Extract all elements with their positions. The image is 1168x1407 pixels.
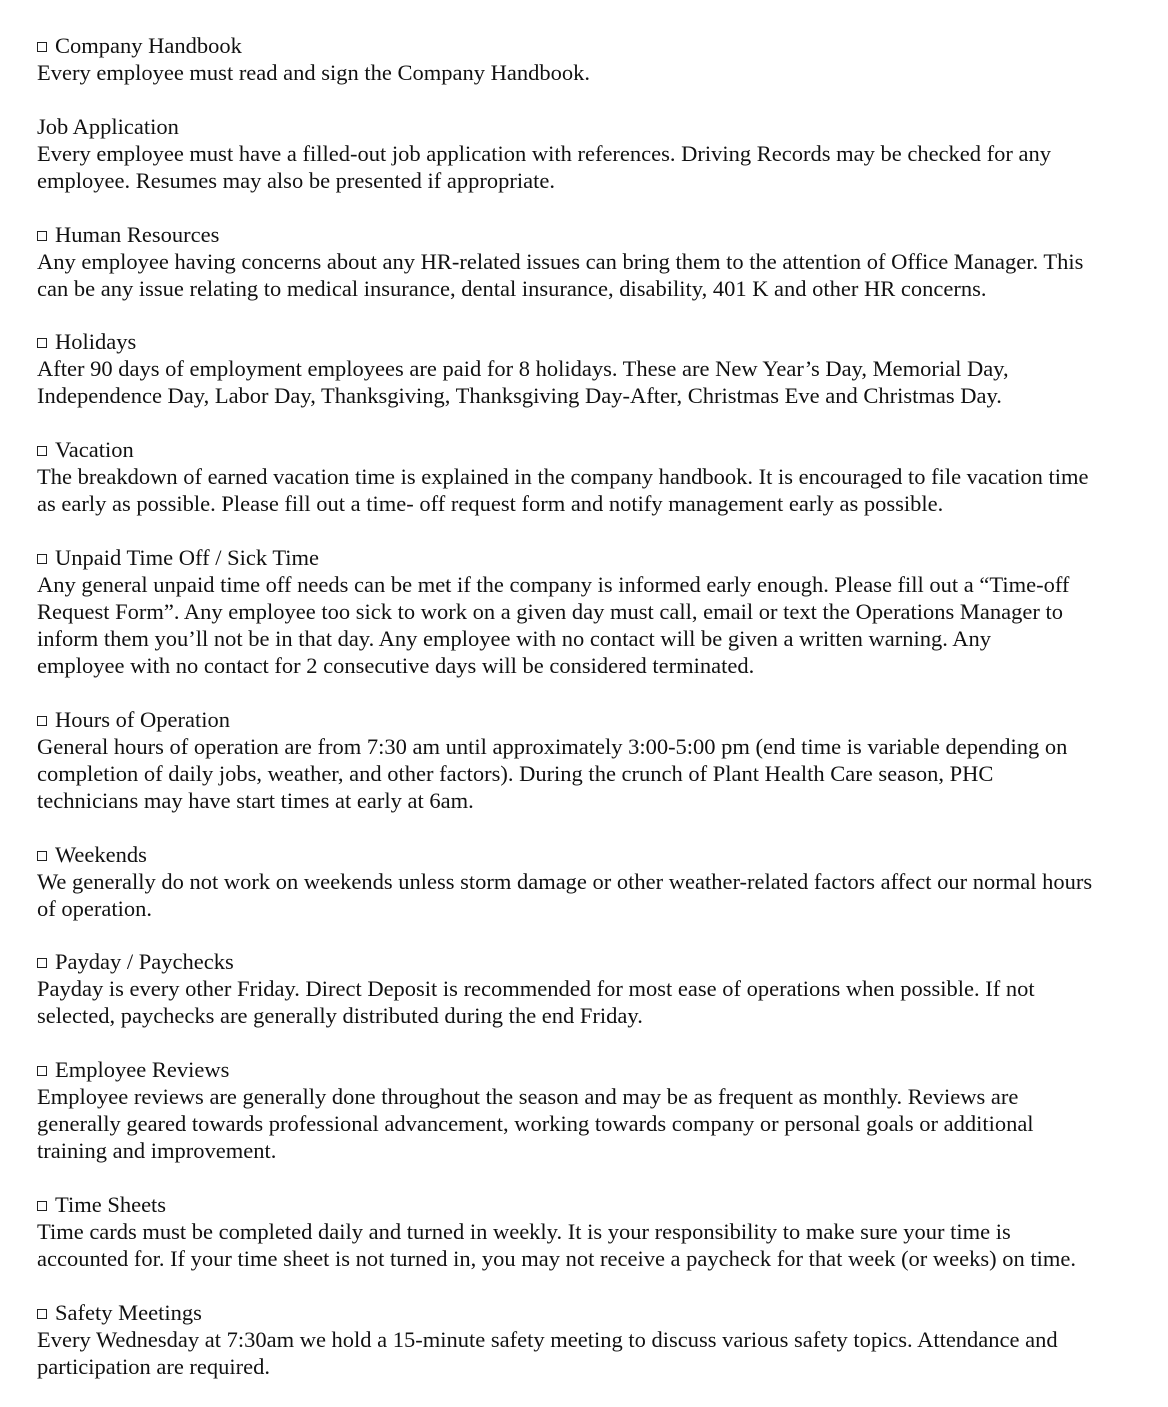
section-body	[37, 975, 1153, 1029]
checkbox-icon	[37, 1066, 47, 1076]
section-body	[37, 248, 1153, 302]
checkbox-icon	[37, 958, 47, 968]
section-body	[37, 1083, 1153, 1164]
body-line: can be any issue relating to medical insurance, dental insurance, disability, 401 K and other HR concerns.	[37, 275, 987, 301]
section-body	[37, 868, 1153, 922]
section-heading	[37, 544, 1153, 571]
section-payday-paychecks	[37, 948, 1153, 1029]
checkbox-icon	[37, 1309, 47, 1319]
section-job-application	[37, 113, 1153, 194]
body-line: Payday is every other Friday. Direct Deposit is recommended for most ease of operations when possible. If not	[37, 976, 1035, 1002]
section-heading	[37, 948, 1153, 975]
body-line: employee. Resumes may also be presented if appropriate.	[37, 167, 555, 193]
body-line: General hours of operation are from 7:30 am until approximately 3:00-5:00 pm (end time is variable depending on	[37, 733, 1068, 759]
section-title: Holidays	[55, 329, 137, 355]
body-line: The breakdown of earned vacation time is explained in the company handbook. It is encouraged to file vacation time	[37, 464, 1089, 490]
section-title: Employee Reviews	[55, 1057, 230, 1083]
body-line: participation are required.	[37, 1353, 271, 1379]
section-hours-of-operation	[37, 706, 1153, 814]
body-line: employee with no contact for 2 consecutive days will be considered terminated.	[37, 652, 755, 678]
body-line: Employee reviews are generally done throughout the season and may be as frequent as monthly. Reviews are	[37, 1084, 1019, 1110]
section-heading	[37, 841, 1153, 868]
section-company-handbook	[37, 32, 1153, 86]
section-heading	[37, 32, 1153, 59]
body-line: Any employee having concerns about any HR-related issues can bring them to the attention of Office Manager. This	[37, 248, 1084, 274]
section-heading	[37, 113, 1153, 140]
section-body	[37, 1326, 1153, 1380]
body-line: inform them you’ll not be in that day. Any employee with no contact will be given a written warning. Any	[37, 625, 991, 651]
body-line: training and improvement.	[37, 1138, 277, 1164]
checkbox-icon	[37, 716, 47, 726]
body-line: Independence Day, Labor Day, Thanksgiving, Thanksgiving Day-After, Christmas Eve and Christmas Day.	[37, 383, 1002, 409]
checkbox-icon	[37, 338, 47, 348]
section-title: Unpaid Time Off / Sick Time	[55, 544, 320, 570]
section-title: Safety Meetings	[55, 1299, 202, 1325]
section-title: Vacation	[55, 437, 134, 463]
checkbox-icon	[37, 42, 47, 52]
body-line: Any general unpaid time off needs can be met if the company is informed early enough. Please fill out a “Time-off	[37, 571, 1070, 597]
checkbox-icon	[37, 554, 47, 564]
section-body	[37, 463, 1153, 517]
checkbox-icon	[37, 446, 47, 456]
body-line: as early as possible. Please fill out a time- off request form and notify management early as possible.	[37, 491, 944, 517]
checkbox-icon	[37, 231, 47, 241]
body-line: of operation.	[37, 895, 152, 921]
section-heading	[37, 1191, 1153, 1218]
section-unpaid-time-off-sick-time	[37, 544, 1153, 679]
body-line: accounted for. If your time sheet is not turned in, you may not receive a paycheck for that week (or weeks) on time.	[37, 1245, 1077, 1271]
body-line: generally geared towards professional advancement, working towards company or personal goals or additional	[37, 1111, 1034, 1137]
section-body	[37, 1218, 1153, 1272]
body-line: After 90 days of employment employees are paid for 8 holidays. These are New Year’s Day, Memorial Day,	[37, 356, 1009, 382]
section-holidays	[37, 328, 1153, 409]
section-heading	[37, 1299, 1153, 1326]
body-line: selected, paychecks are generally distributed during the end Friday.	[37, 1003, 643, 1029]
section-body	[37, 733, 1153, 814]
section-title: Payday / Paychecks	[55, 949, 234, 975]
checkbox-icon	[37, 851, 47, 861]
section-body	[37, 355, 1153, 409]
section-human-resources	[37, 221, 1153, 302]
section-safety-meetings	[37, 1299, 1153, 1380]
section-heading	[37, 706, 1153, 733]
section-title: Weekends	[55, 841, 147, 867]
body-line: Request Form”. Any employee too sick to work on a given day must call, email or text the Operations Manager to	[37, 598, 1064, 624]
section-employee-reviews	[37, 1056, 1153, 1164]
section-title: Time Sheets	[55, 1191, 167, 1217]
section-body	[37, 59, 1153, 86]
document-page	[37, 32, 1153, 1407]
section-heading	[37, 1056, 1153, 1083]
section-heading	[37, 328, 1153, 355]
body-line: Time cards must be completed daily and turned in weekly. It is your responsibility to make sure your time is	[37, 1218, 1011, 1244]
section-weekends	[37, 841, 1153, 922]
body-line: Every employee must have a filled-out job application with references. Driving Records may be checked for any	[37, 140, 1052, 166]
section-vacation	[37, 436, 1153, 517]
section-heading	[37, 221, 1153, 248]
body-line: technicians may have start times at early at 6am.	[37, 787, 474, 813]
section-title: Human Resources	[55, 221, 220, 247]
section-body	[37, 571, 1153, 679]
body-line: completion of daily jobs, weather, and other factors). During the crunch of Plant Health Care season, PHC	[37, 760, 994, 786]
section-heading	[37, 436, 1153, 463]
body-line: Every Wednesday at 7:30am we hold a 15-minute safety meeting to discuss various safety topics. Attendance and	[37, 1326, 1058, 1352]
checkbox-icon	[37, 1201, 47, 1211]
section-body	[37, 140, 1153, 194]
section-title: Job Application	[37, 113, 179, 139]
body-line: We generally do not work on weekends unless storm damage or other weather-related factors affect our normal hours	[37, 868, 1093, 894]
section-title: Hours of Operation	[55, 706, 230, 732]
section-title: Company Handbook	[55, 33, 242, 58]
body-line: Every employee must read and sign the Company Handbook.	[37, 60, 590, 85]
section-time-sheets	[37, 1191, 1153, 1272]
